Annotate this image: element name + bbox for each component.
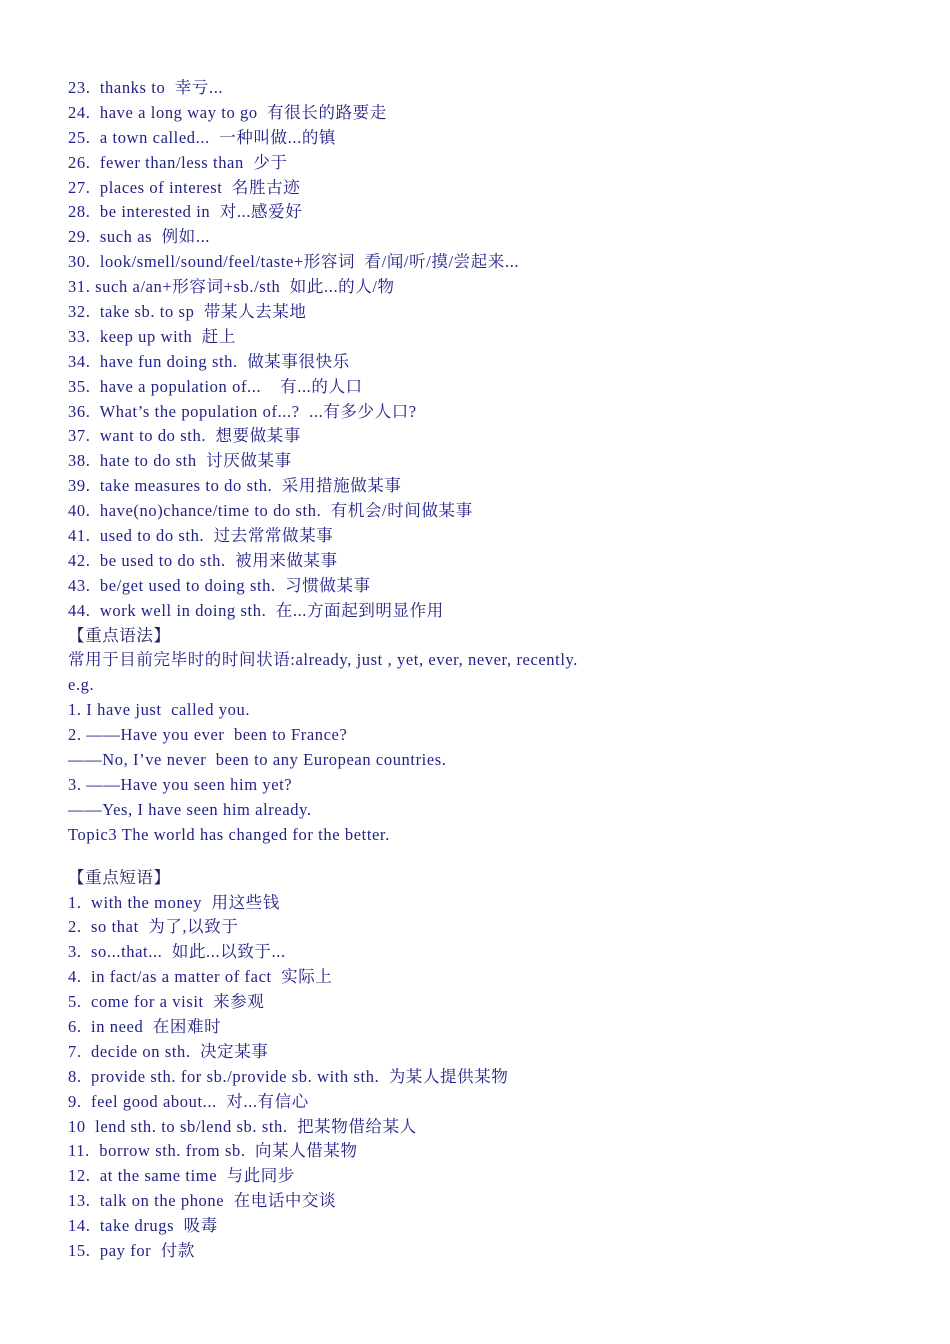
- grammar-line: 2. ——Have you ever been to France?: [68, 725, 348, 745]
- list-item: 26. fewer than/less than 少于: [68, 152, 288, 172]
- grammar-section: [68, 624, 928, 848]
- list-item: 28. be interested in 对...感爱好: [68, 202, 303, 222]
- list-item: 12. at the same time 与此同步: [68, 1166, 295, 1186]
- list-item: 10 lend sth. to sb/lend sb. sth. 把某物借给某人: [68, 1116, 417, 1136]
- list-item: 6. in need 在困难时: [68, 1016, 222, 1036]
- list-item: 15. pay for 付款: [68, 1240, 195, 1260]
- list-item: 40. have(no)chance/time to do sth. 有机会/时间做某事: [68, 501, 473, 521]
- spacer: [68, 848, 928, 866]
- list-item: 8. provide sth. for sb./provide sb. with sth. 为某人提供某物: [68, 1066, 509, 1086]
- list-item: 13. talk on the phone 在电话中交谈: [68, 1191, 337, 1211]
- list-item: 3. so...that... 如此...以致于...: [68, 942, 286, 962]
- list-item: 1. with the money 用这些钱: [68, 892, 280, 912]
- list-item: 33. keep up with 赶上: [68, 326, 236, 346]
- list-item: 32. take sb. to sp 带某人去某地: [68, 302, 307, 322]
- grammar-line: 常用于目前完毕时的时间状语:already, just , yet, ever, never, recently.: [68, 650, 579, 670]
- section-heading: 【重点语法】: [68, 625, 171, 645]
- grammar-line: 1. I have just called you.: [68, 700, 251, 720]
- list-item: 23. thanks to 幸亏...: [68, 78, 224, 97]
- list-item: 2. so that 为了,以致于: [68, 917, 239, 937]
- grammar-line: e.g.: [68, 675, 95, 695]
- list-item: 29. such as 例如...: [68, 227, 211, 247]
- list-item: 7. decide on sth. 决定某事: [68, 1041, 269, 1061]
- list-item: 14. take drugs 吸毒: [68, 1216, 218, 1236]
- grammar-line: ——No, I’ve never been to any European countries.: [68, 750, 447, 770]
- list-item: 31. such a/an+形容词+sb./sth 如此...的人/物: [68, 277, 395, 297]
- list-item: 34. have fun doing sth. 做某事很快乐: [68, 351, 350, 371]
- list-item: 9. feel good about... 对...有信心: [68, 1091, 309, 1111]
- list-item: 37. want to do sth. 想要做某事: [68, 426, 301, 446]
- list-item: 42. be used to do sth. 被用来做某事: [68, 550, 338, 570]
- list-item: 25. a town called... 一种叫做...的镇: [68, 127, 337, 147]
- list-item: 11. borrow sth. from sb. 向某人借某物: [68, 1141, 358, 1161]
- list-item: 41. used to do sth. 过去常常做某事: [68, 526, 334, 546]
- list-item: 4. in fact/as a matter of fact 实际上: [68, 967, 333, 987]
- phrase-list-2: [68, 866, 928, 1264]
- section-heading: 【重点短语】: [68, 867, 171, 887]
- list-item: 38. hate to do sth 讨厌做某事: [68, 451, 292, 471]
- list-item: 30. look/smell/sound/feel/taste+形容词 看/闻/听/摸/尝起来...: [68, 252, 520, 272]
- document-page: [68, 76, 928, 1264]
- list-item: 43. be/get used to doing sth. 习惯做某事: [68, 575, 371, 595]
- list-item: 35. have a population of... 有...的人口: [68, 376, 363, 396]
- list-item: 5. come for a visit 来参观: [68, 992, 265, 1012]
- list-item: 27. places of interest 名胜古迹: [68, 177, 301, 197]
- list-item: 44. work well in doing sth. 在...方面起到明显作用: [68, 600, 444, 620]
- list-item: 39. take measures to do sth. 采用措施做某事: [68, 476, 402, 496]
- grammar-line: ——Yes, I have seen him already.: [68, 799, 312, 819]
- phrase-list-1: [68, 76, 928, 624]
- list-item: 24. have a long way to go 有很长的路要走: [68, 102, 387, 122]
- list-item: 36. What’s the population of...? ...有多少人口?: [68, 401, 417, 421]
- topic-title: Topic3 The world has changed for the better.: [68, 824, 390, 844]
- grammar-line: 3. ——Have you seen him yet?: [68, 774, 293, 794]
